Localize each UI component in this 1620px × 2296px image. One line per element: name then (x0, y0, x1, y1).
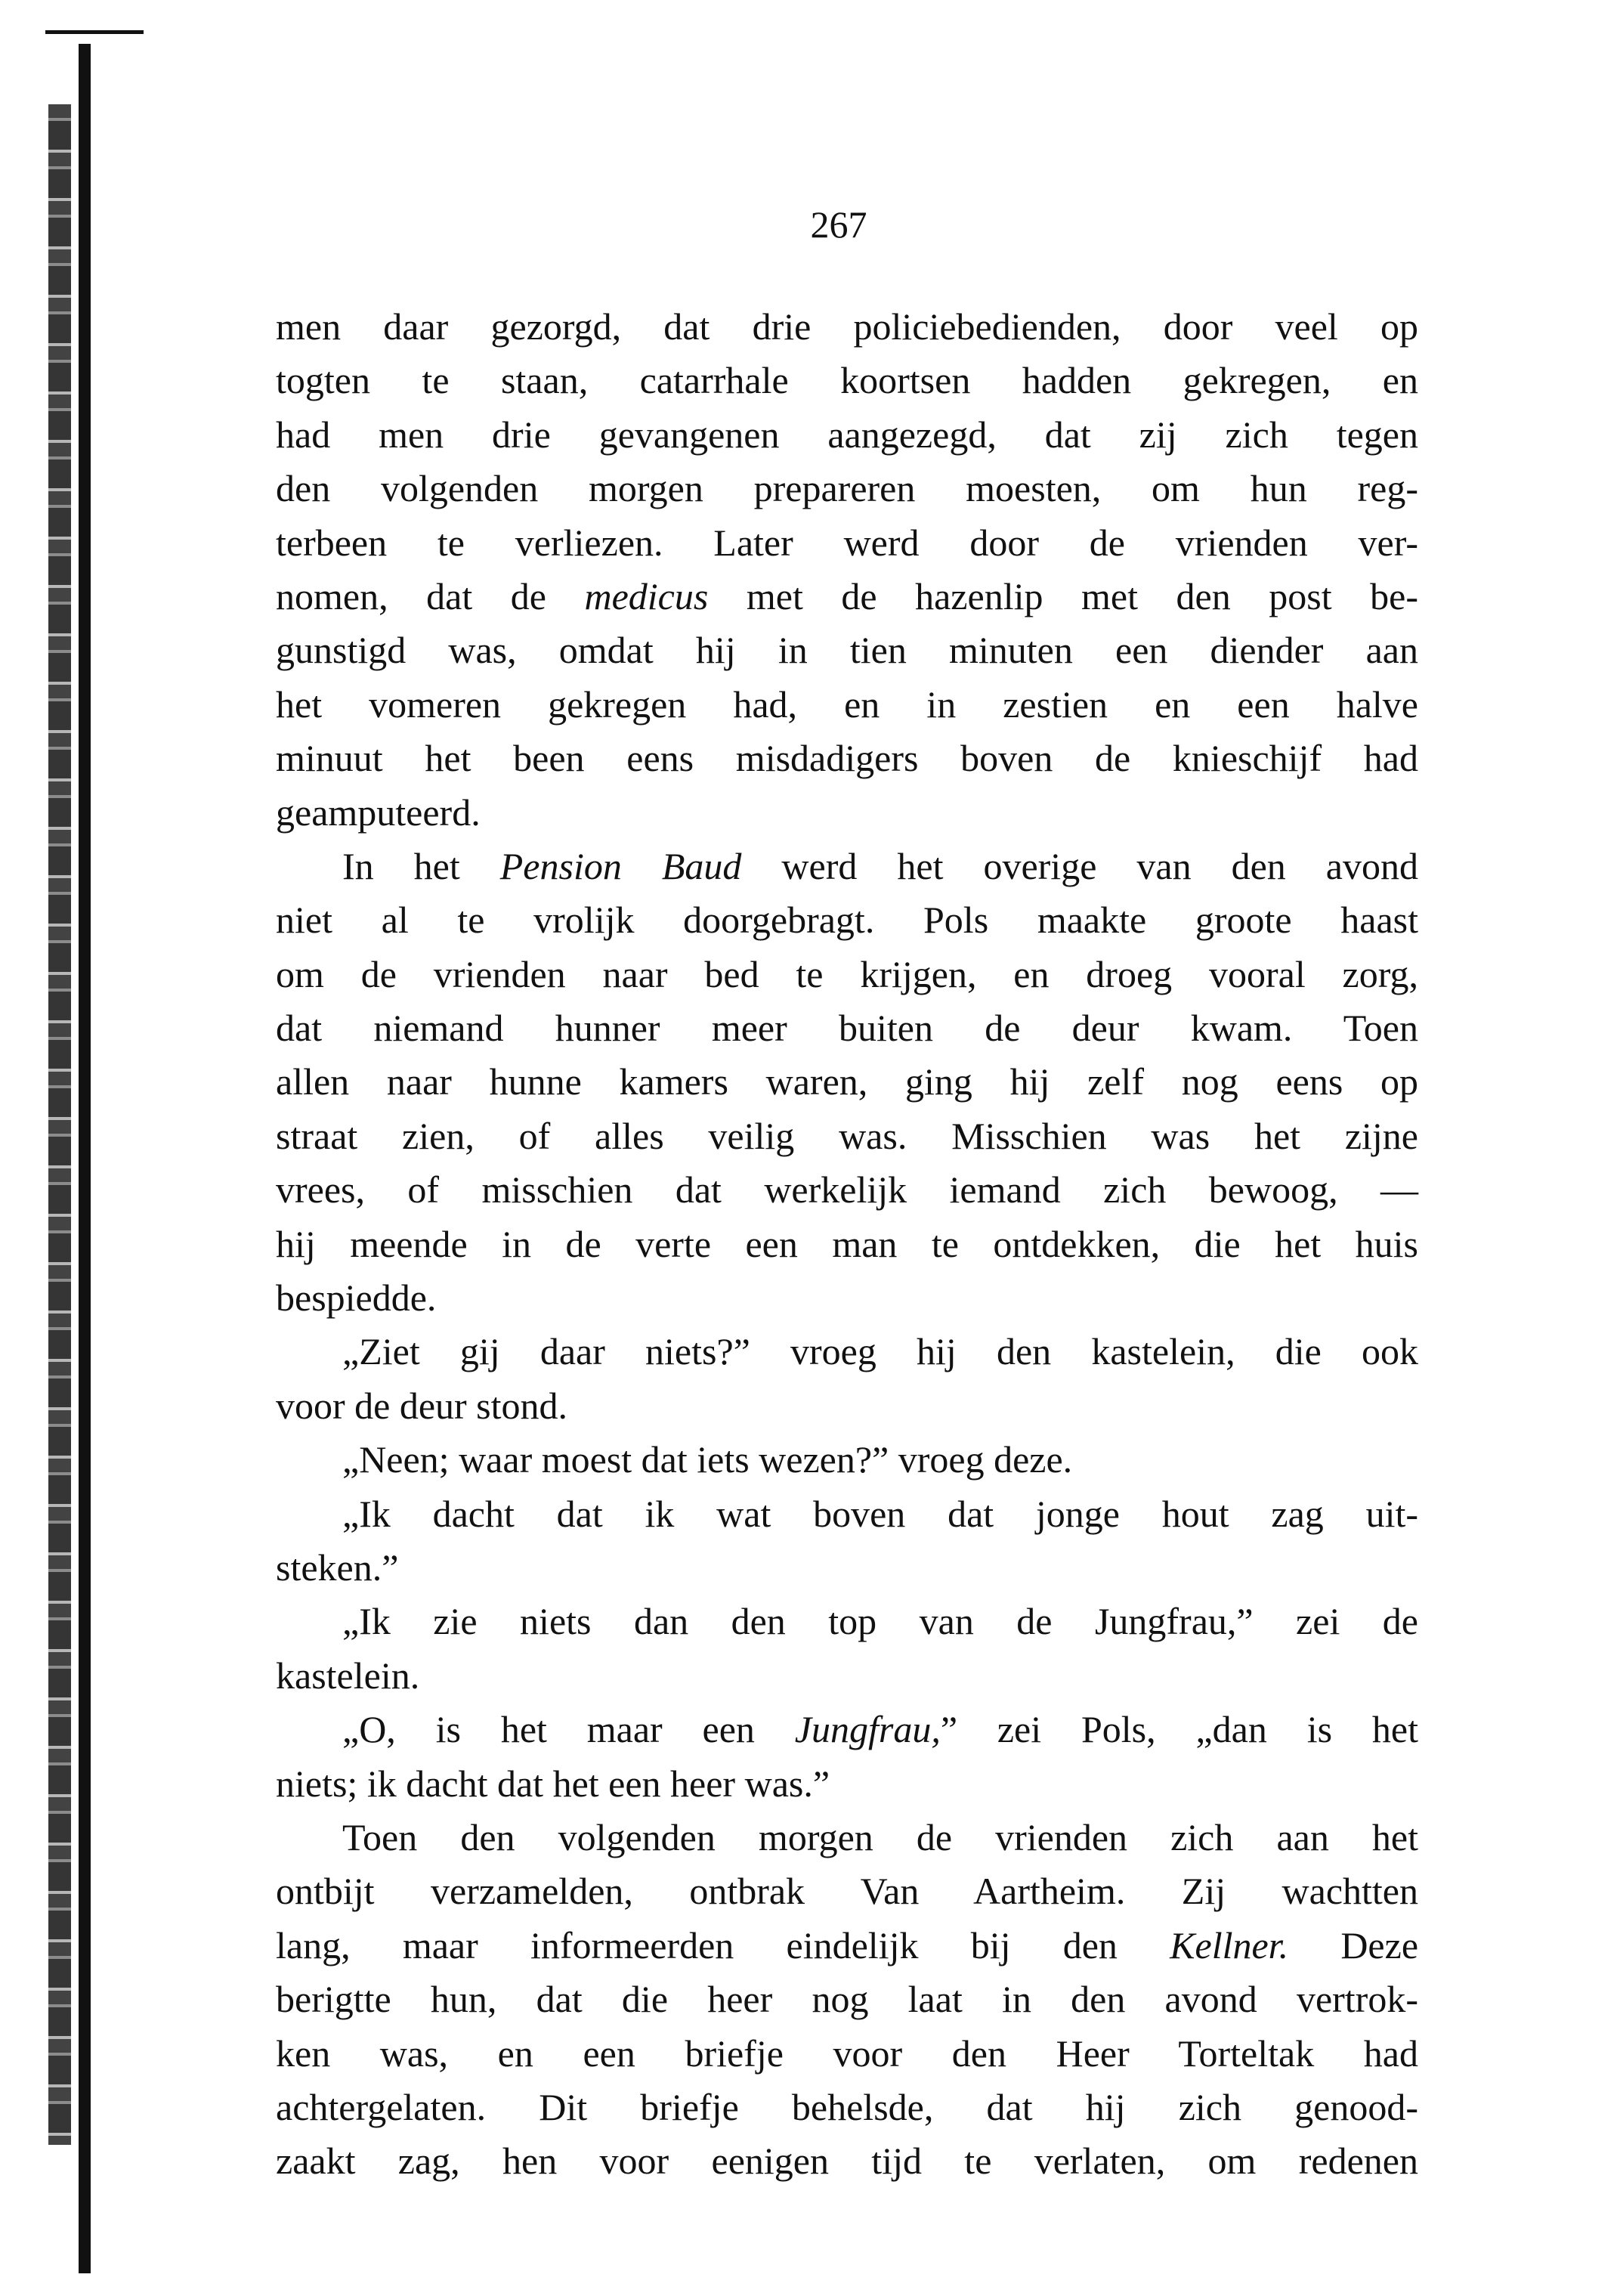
text-line (276, 1541, 1418, 1595)
text-line (276, 786, 1418, 840)
body-text (276, 300, 1418, 2189)
text-line (276, 1055, 1418, 1109)
text-line (276, 2081, 1418, 2134)
text-segment: bespiedde. (276, 1276, 437, 1320)
text-segment: werd het overige van den avond (741, 844, 1418, 887)
text-line (276, 624, 1418, 677)
text-line (276, 1919, 1418, 1973)
text-segment: het vomeren gekregen had, en in zestien en een halve (276, 682, 1418, 726)
page-number: 267 (810, 203, 867, 246)
text-segment: „Ik zie niets dan den top van de Jungfrau,” zei de (342, 1600, 1418, 1643)
text-segment: terbeen te verliezen. Later werd door de vrienden ver- (276, 521, 1418, 564)
text-line (276, 1703, 1418, 1756)
text-line (276, 1595, 1418, 1648)
binding-shadow (48, 104, 71, 2145)
book-binding-edge (48, 44, 92, 2273)
text-line (276, 678, 1418, 732)
text-line (276, 1271, 1418, 1325)
text-segment: allen naar hunne kamers waren, ging hij zelf nog eens op (276, 1060, 1418, 1103)
text-segment: vrees, of misschien dat werkelijk iemand zich bewoog, — (276, 1168, 1418, 1211)
text-segment: dat niemand hunner meer buiten de deur kwam. Toen (276, 1007, 1418, 1050)
text-line (276, 840, 1418, 893)
text-segment: had men drie gevangenen aangezegd, dat zij zich tegen (276, 413, 1418, 456)
text-line (276, 1379, 1418, 1433)
text-line (276, 300, 1418, 354)
text-line (276, 1649, 1418, 1703)
text-segment: kastelein. (276, 1654, 420, 1697)
text-line (276, 1001, 1418, 1055)
text-segment: achtergelaten. Dit briefje behelsde, dat hij zich genood- (276, 2085, 1418, 2128)
text-segment: „O, is het maar een (342, 1708, 795, 1751)
italic-text: Kellner. (1170, 1923, 1289, 1966)
text-line (276, 732, 1418, 785)
text-line (276, 1973, 1418, 2026)
text-segment: straat zien, of alles veilig was. Misschien was het zijne (276, 1114, 1418, 1157)
text-segment: „Ik dacht dat ik wat boven dat jonge hout zag uit- (342, 1492, 1418, 1535)
text-line (276, 1487, 1418, 1541)
text-segment: om de vrienden naar bed te krijgen, en droeg vooral zorg, (276, 952, 1418, 995)
text-segment: In het (342, 844, 500, 887)
text-line (276, 1811, 1418, 1864)
text-line (276, 516, 1418, 570)
text-line (276, 1864, 1418, 1918)
text-segment: nomen, dat de (276, 574, 585, 617)
text-segment: minuut het been eens misdadigers boven de knieschijf had (276, 737, 1418, 780)
text-line (276, 2134, 1418, 2188)
text-segment: geamputeerd. (276, 791, 481, 834)
text-line (276, 1757, 1418, 1811)
text-segment: men daar gezorgd, dat drie policiebedienden, door veel op (276, 305, 1418, 348)
text-line (276, 1218, 1418, 1271)
text-segment: Toen den volgenden morgen de vrienden zich aan het (342, 1815, 1418, 1858)
text-segment: togten te staan, catarrhale koortsen hadden gekregen, en (276, 359, 1418, 402)
text-segment: den volgenden morgen prepareren moesten, om hun reg- (276, 467, 1418, 510)
text-segment: niets; ik dacht dat het een heer was.” (276, 1762, 830, 1805)
text-line (276, 1109, 1418, 1163)
binding-top-edge (45, 30, 144, 34)
italic-text: medicus (584, 574, 709, 617)
text-line (276, 2027, 1418, 2081)
text-segment: niet al te vrolijk doorgebragt. Pols maakte groote haast (276, 899, 1418, 942)
text-segment: Deze (1288, 1923, 1419, 1966)
text-line (276, 408, 1418, 462)
text-segment: steken.” (276, 1546, 399, 1589)
italic-text: Jungfrau, (794, 1708, 941, 1751)
text-line (276, 1163, 1418, 1217)
text-segment: ken was, en een briefje voor den Heer Torteltak had (276, 2031, 1418, 2075)
text-line (276, 570, 1418, 624)
text-segment: ontbijt verzamelden, ontbrak Van Aartheim. Zij wachtten (276, 1870, 1418, 1913)
text-segment: „Neen; waar moest dat iets wezen?” vroeg deze. (342, 1438, 1073, 1481)
text-line (276, 462, 1418, 515)
italic-text: Pension Baud (499, 844, 742, 887)
text-line (276, 1433, 1418, 1487)
text-segment: voor de deur stond. (276, 1384, 568, 1427)
text-segment: hij meende in de verte een man te ontdekken, die het huis (276, 1222, 1418, 1265)
text-segment: met de hazenlip met den post be- (708, 574, 1418, 617)
text-segment: berigtte hun, dat die heer nog laat in den avond vertrok- (276, 1978, 1418, 2021)
text-line (276, 354, 1418, 407)
text-segment: lang, maar informeerden eindelijk bij den (276, 1923, 1170, 1966)
text-segment: gunstigd was, omdat hij in tien minuten een diender aan (276, 629, 1418, 672)
text-line (276, 893, 1418, 947)
text-segment: „Ziet gij daar niets?” vroeg hij den kastelein, die ook (342, 1330, 1418, 1373)
text-line (276, 948, 1418, 1001)
text-segment: ” zei Pols, „dan is het (940, 1708, 1418, 1751)
text-line (276, 1325, 1418, 1379)
binding-bar (79, 44, 91, 2273)
text-segment: zaakt zag, hen voor eenigen tijd te verlaten, om redenen (276, 2140, 1418, 2183)
